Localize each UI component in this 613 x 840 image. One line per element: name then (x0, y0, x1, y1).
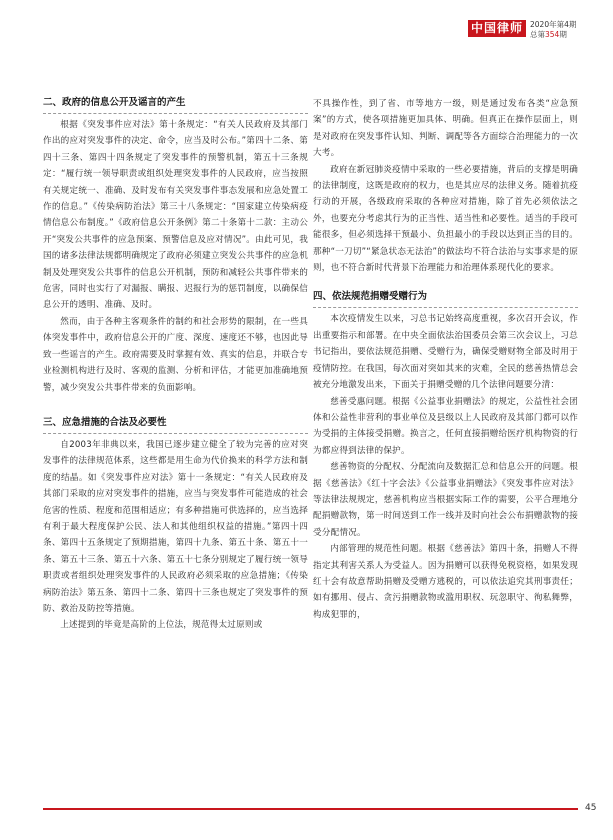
paragraph: 本次疫情发生以来，习总书记始终高度重视，多次召开会议，作出重要指示和部署。在中央全面依法治国委员会第三次会议上，习总书记指出，要依法规范捐赠、受赠行为，确保受赠财物全部及时用于疫情防控。在我国，每次面对突如其来的灾难，全民的慈善热情总会被充分地激发出来，下面关于捐赠受赠的几个法律问题要分清： (313, 314, 578, 391)
section-heading-3: 三、应急措施的合法及必要性 (43, 416, 308, 434)
footer-rule (43, 808, 578, 810)
paragraph: 政府在新冠肺炎疫情中采取的一些必要措施，背后的支撑是明确的法律制度，这既是政府的权力，也是其应尽的法律义务。随着抗疫行动的开展，各级政府采取的各种应对措施，除了首先必须依法之外，也要充分考虑其行为的正当性、适当性和必要性。适当的手段可能很多，但必须选择干预最小、负担最小的手段以达到正当的目的。那种“一刀切”“紧急状态无法治”的做法均不符合法治与实事求是的原则，也不符合新时代背景下治理能力和治理体系现代化的要求。 (313, 164, 578, 274)
paragraph: 根据《突发事件应对法》第十条规定：“有关人民政府及其部门作出的应对突发事件的决定、命令，应当及时公布。”第四十二条、第四十三条、第四十四条规定了突发事件的预警机制，第五十三条规定：“履行统一领导职责或组织处理突发事件的人民政府，应当按照有关规定统一、准确、及时发布有关突发事件事态发展和应急处置工作的信息。”《传染病防治法》第三十八条规定：“国家建立传染病疫情信息公布制度。”《政府信息公开条例》第二十条第十二款：主动公开“突发公共事件的应急预案、预警信息及应对情况”。由此可见，我国的诸多法律法规都明确规定了政府必须建立突发公共事件的应急机制及处理突发公共事件的信息公开机制，预防和减轻公共事件带来的危害，同时也实行了对漏报、瞒报、迟报行为的惩罚制度，以确保信息公开的透明、准确、及时。 (43, 120, 308, 311)
right-column (313, 96, 578, 623)
issue-total: 总第354期 (530, 29, 567, 39)
paragraph: 内部管理的规范性问题。根据《慈善法》第四十条，捐赠人不得指定其利害关系人为受益人。因为捐赠可以获得免税资格，如果发现红十会有故意帮助捐赠及受赠方逃税的，可以依法追究其刑事责任；如有挪用、侵占、贪污捐赠款物或滥用职权、玩忽职守、徇私舞弊，构成犯罪的， (313, 544, 578, 620)
paragraph: 上述提到的毕竟是高阶的上位法，规范得太过原则或 (60, 620, 263, 631)
issue-number: 2020年第4期 (530, 20, 577, 29)
paragraph: 慈善物资的分配权、分配流向及数据汇总和信息公开的问题。根据《慈善法》《红十字会法》《公益事业捐赠法》《突发事件应对法》等法律法规规定，慈善机构应当根据实际工作的需要，公平合理地分配捐赠款物，第一时间送到工作一线并及时向社会公布捐赠款物的接受分配情况。 (313, 462, 578, 538)
section-heading-4: 四、依法规范捐赠受赠行为 (313, 290, 578, 308)
magazine-logo: 中国律师 (468, 20, 526, 37)
page-number: 45 (585, 803, 597, 813)
paragraph: 然而，由于各种主客观条件的制约和社会形势的限制，在一些具体突发事件中，政府信息公开的广度、深度、速度还不够，也因此导致一些谣言的产生。政府需要及时掌握有效、真实的信息，并联合专业检测机构进行及时、客观的监测、分析和评估，才能更加准确地预警，减少突发公共事件带来的负面影响。 (43, 316, 308, 393)
section-heading-2: 二、政府的信息公开及谣言的产生 (43, 96, 308, 114)
paragraph: 自2003年非典以来，我国已逐步建立健全了较为完善的应对突发事件的法律规范体系，这些都是用生命为代价换来的科学方法和制度的结晶。如《突发事件应对法》第十一条规定：“有关人民政府及其部门采取的应对突发事件的措施，应当与突发事件可能造成的社会危害的性质、程度和范围相适应；有多种措施可供选择的，应当选择有利于最大程度保护公民、法人和其他组织权益的措施。”第四十四条、第四十五条规定了预期措施，第四十九条、第五十条、第五十一条、第五十三条、第五十六条、第五十七条分别规定了履行统一领导职责或者组织处理突发事件的人民政府必须采取的应急措施；《传染病防治法》第五条、第四十二条、第四十三条也规定了突发事件的预防、救治及防控等措施。 (43, 439, 308, 614)
issue-info (530, 20, 576, 39)
paragraph: 不具操作性，到了省、市等地方一级，则是通过发布各类“应急预案”的方式，使各项措施更加具体、明确。但真正在操作层面上，则是对政府在突发事件认知、判断、调配等各方面综合治理能力的一次大考。 (313, 99, 578, 159)
left-column (43, 96, 308, 634)
paragraph: 慈善受惠问题。根据《公益事业捐赠法》的规定，公益性社会团体和公益性非营利的事业单位及县级以上人民政府及其部门都可以作为受捐的主体接受捐赠。换言之，任何直接捐赠给医疗机构物资的行为都应得到法律的保护。 (313, 396, 578, 456)
